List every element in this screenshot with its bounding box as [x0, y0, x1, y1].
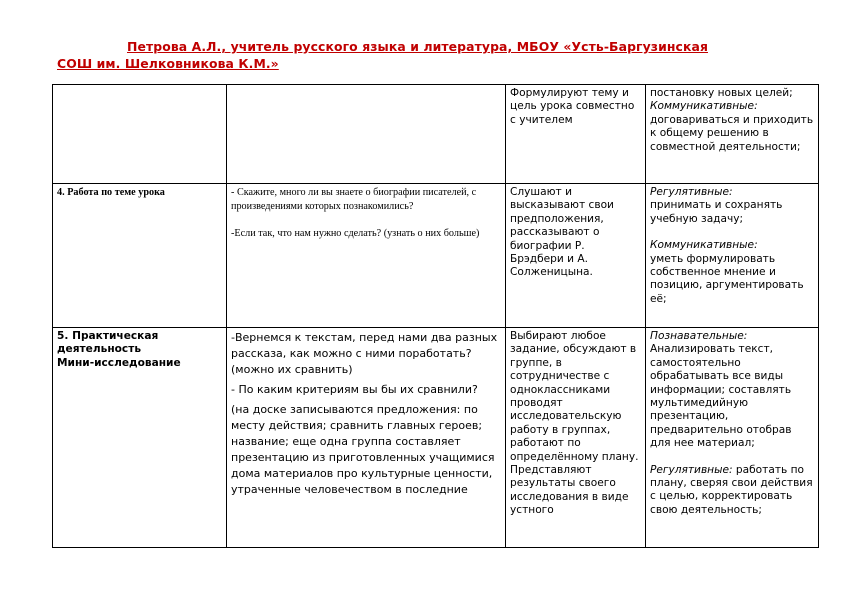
stage-cell [53, 328, 227, 548]
table-row [53, 328, 819, 548]
uud-cell [646, 85, 819, 184]
uud-label: Коммуникативные: [650, 239, 758, 252]
uud-label: Регулятивные: [650, 463, 733, 476]
students-cell [506, 184, 646, 328]
teacher-text: - Скажите, много ли вы знаете о биографии писателей, с произведениями которых познакомились? [231, 187, 477, 212]
teacher-text: -Вернемся к текстам, перед нами два разных рассказа, как можно с ними поработать? (можно их сравнить) [231, 331, 498, 376]
teacher-cell [227, 85, 506, 184]
stage-cell [53, 184, 227, 328]
uud-cell [646, 184, 819, 328]
teacher-text: - По каким критериям вы бы их сравнили? [231, 383, 478, 396]
uud-text: договариваться и приходить к общему решению в совместной деятельности; [650, 113, 814, 153]
uud-text: работать по плану, сверяя свои действия с целью, корректировать свою деятельность; [650, 463, 813, 516]
uud-cell [646, 328, 819, 548]
document-header [57, 38, 797, 72]
table-row [53, 184, 819, 328]
stage-title: 5. Практическая деятельность Мини-исследование [57, 330, 181, 369]
students-cell [506, 85, 646, 184]
teacher-text: -Если так, что нам нужно сделать? (узнать о них больше) [231, 228, 480, 239]
uud-text: Анализировать текст, самостоятельно обрабатывать все виды информации; составлять мультимедийную презентацию, предварительно отобрав для нее материал; [650, 343, 792, 450]
uud-text: уметь формулировать собственное мнение и позицию, аргументировать её; [650, 252, 804, 305]
uud-label: Коммуникативные: [650, 100, 758, 113]
header-line-1: Петрова А.Л., учитель русского языка и литература, МБОУ «Усть-Баргузинская [127, 39, 708, 54]
teacher-cell [227, 328, 506, 548]
teacher-text: (на доске записываются предложения: по месту действия; сравнить главных героев; название; еще одна группа составляет презентацию из приготовленных учащимися дома материалов про культурные ценности, утраченные человечеством в последние [231, 403, 495, 496]
header-line-2: СОШ им. Шелковникова К.М.» [57, 56, 279, 71]
stage-title: 4. Работа по теме урока [57, 187, 165, 198]
students-text: Выбирают любое задание, обсуждают в группе, в сотрудничестве с одноклассниками проводят исследовательскую работу в группах, работают по определённому плану. Представляют результаты своего исследования в виде устного [510, 330, 639, 517]
uud-label: Регулятивные: [650, 186, 733, 198]
students-text: Слушают и высказывают свои предположения, рассказывают о биографии Р. Брэдбери и А. Солженицына. [510, 186, 614, 279]
students-text: Формулируют тему и цель урока совместно с учителем [510, 87, 635, 126]
table-row [53, 85, 819, 184]
uud-text: принимать и сохранять учебную задачу; [650, 199, 783, 225]
lesson-plan-table [52, 84, 819, 548]
teacher-cell [227, 184, 506, 328]
uud-text: постановку новых целей; [650, 87, 793, 99]
students-cell [506, 328, 646, 548]
uud-label: Познавательные: [650, 330, 748, 342]
stage-cell [53, 85, 227, 184]
